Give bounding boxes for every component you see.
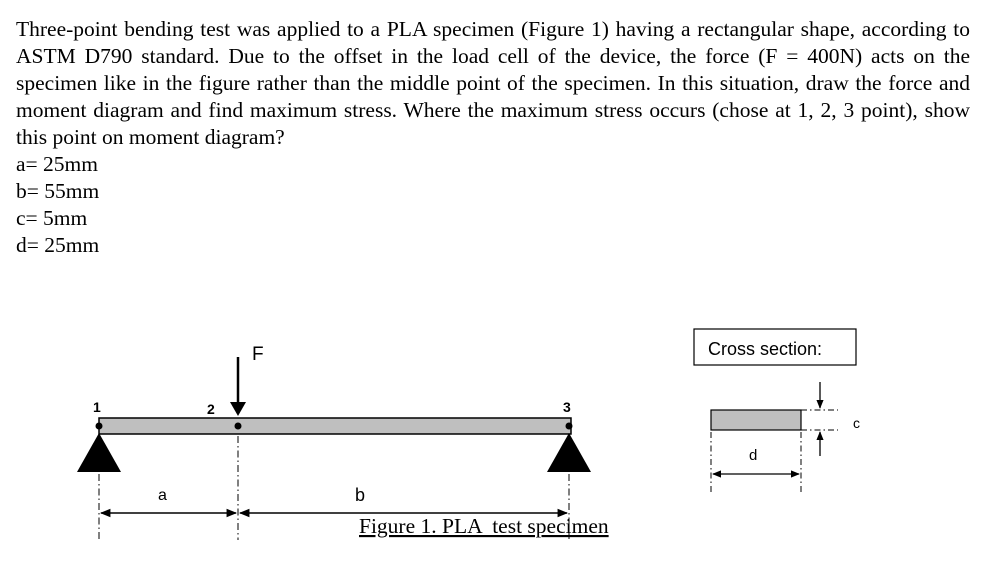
point-label-1: 1 [93, 399, 101, 415]
point-label-3: 3 [563, 399, 571, 415]
dimension-c-label: c [853, 415, 860, 431]
point-label-2: 2 [207, 401, 215, 417]
beam [99, 418, 571, 434]
problem-statement: Three-point bending test was applied to a PLA specimen (Figure 1) having a rectangular shape, according to ASTM D790 standard. Due to the offset in the load cell of the device, the force (F = 400N) acts on the specimen like in the figure rather than the middle point of the specimen. In this situation, draw the force and moment diagram and find maximum stress. Where the maximum stress occurs (chose at 1, 2, 3 point), show this point on moment diagram? [16, 17, 970, 149]
given-b: b= 55mm [16, 179, 100, 203]
given-a: a= 25mm [16, 152, 98, 176]
given-c: c= 5mm [16, 206, 88, 230]
cross-section-rect [711, 410, 801, 430]
dimension-b-label: b [355, 485, 366, 505]
force-label: F [252, 344, 264, 365]
dimension-a-label: a [158, 487, 167, 504]
force-arrow [230, 357, 246, 416]
given-d: d= 25mm [16, 233, 100, 257]
cross-section-figure [694, 329, 860, 492]
cross-section-title: Cross section: [708, 339, 823, 359]
load-point-marker [235, 423, 242, 430]
figure-caption: Figure 1. PLA test specimen [359, 514, 609, 538]
beam-figure [77, 344, 609, 540]
dimension-d-label: d [749, 447, 758, 464]
